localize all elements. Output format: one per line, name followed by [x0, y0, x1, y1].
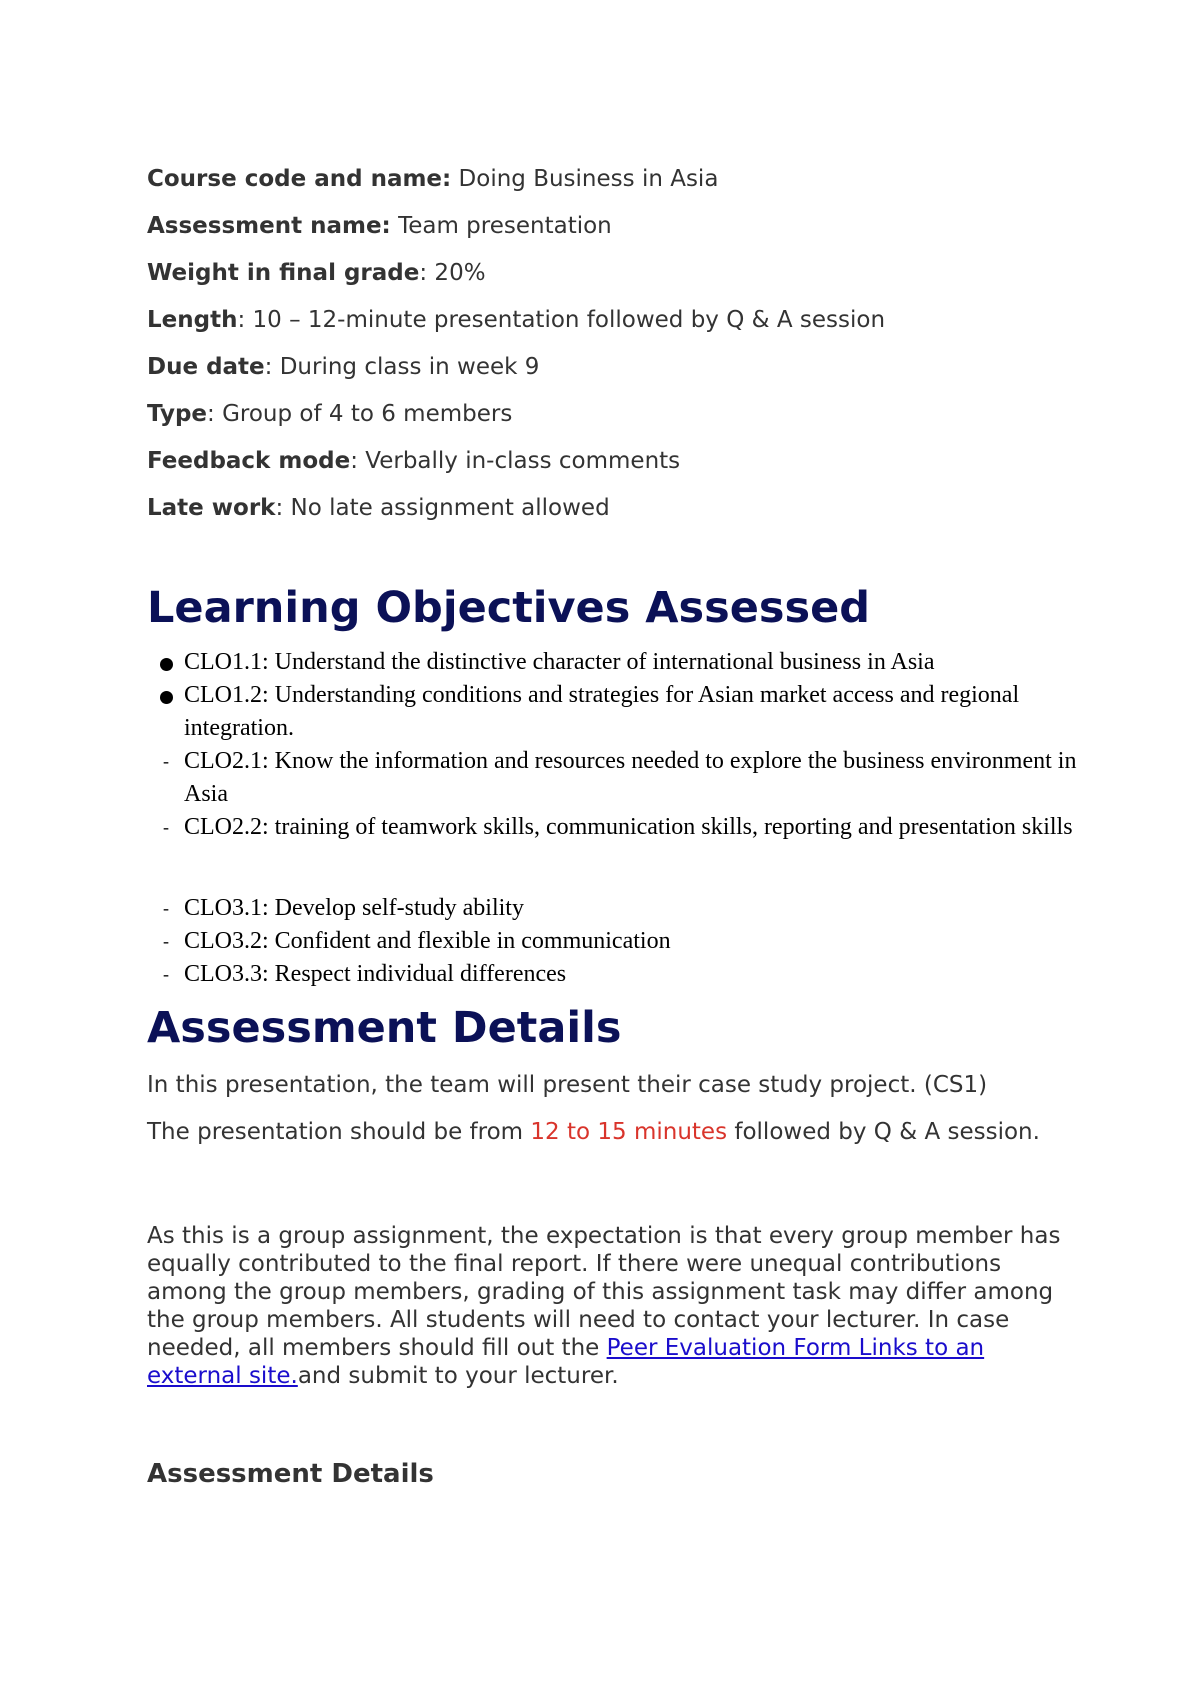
objective-text: CLO1.1: Understand the distinctive character of international business in Asia [184, 649, 935, 675]
meta-value: Team presentation [390, 213, 612, 239]
meta-value: : No late assignment allowed [275, 495, 610, 521]
details-heading: Assessment Details [147, 1003, 622, 1053]
meta-weight [147, 258, 486, 288]
p2-text-before: The presentation should be from [147, 1119, 531, 1145]
peer-evaluation-form-link[interactable]: Peer Evaluation Form Links to an external site. [147, 1335, 985, 1389]
dash-bullet-icon: - [163, 898, 169, 918]
meta-late-work [147, 493, 610, 523]
objective-item [163, 745, 1084, 811]
meta-label: Weight in final grade [147, 260, 420, 286]
meta-value: : 20% [419, 260, 486, 286]
meta-label: Feedback mode [147, 448, 351, 474]
meta-label: Due date [147, 354, 265, 380]
meta-course [147, 164, 718, 194]
objective-text: CLO1.2: Understanding conditions and strategies for Asian market access and regional integration. [184, 682, 1020, 741]
objective-item [184, 679, 1084, 745]
meta-value: Doing Business in Asia [451, 166, 719, 192]
details-paragraph-2 [147, 1118, 1077, 1146]
p2-text-after: followed by Q & A session. [727, 1119, 1040, 1145]
dash-bullet-icon: - [163, 964, 169, 984]
p3-text-before: As this is a group assignment, the expectation is that every group member has equally contributed to the final report. If there were unequal contributions among the group members, grading of this assignment task may differ among the group members. All students will need to contact your lecturer. In case needed, all members should fill out the [147, 1223, 1061, 1361]
objective-item [163, 958, 1084, 991]
details-paragraph-1: In this presentation, the team will present their case study project. (CS1) [147, 1072, 988, 1098]
meta-label: Assessment name: [147, 213, 391, 239]
objectives-heading: Learning Objectives Assessed [147, 583, 871, 633]
details-subheading: Assessment Details [147, 1459, 434, 1489]
dash-bullet-icon: - [163, 751, 169, 771]
meta-value: : Verbally in-class comments [350, 448, 681, 474]
dash-bullet-icon: - [163, 817, 169, 837]
meta-label: Type [147, 401, 208, 427]
meta-length [147, 305, 885, 335]
objective-item [184, 646, 1084, 679]
objective-text: CLO2.1: Know the information and resources needed to explore the business environment in Asia [184, 748, 1077, 807]
meta-feedback-mode [147, 446, 680, 476]
objective-text: CLO3.3: Respect individual differences [184, 961, 567, 987]
meta-value: : During class in week 9 [264, 354, 540, 380]
meta-label: Length [147, 307, 238, 333]
details-paragraph-3 [147, 1222, 1077, 1390]
meta-value: : 10 – 12-minute presentation followed by Q & A session [237, 307, 886, 333]
bullet-dot-icon [156, 646, 176, 681]
bullet-dot-icon [156, 679, 176, 714]
objective-item [163, 925, 1084, 958]
meta-due-date [147, 352, 539, 382]
objective-text: CLO3.2: Confident and flexible in communication [184, 928, 671, 954]
p3-text-after: and submit to your lecturer. [297, 1363, 619, 1389]
meta-type [147, 399, 512, 429]
objective-text: CLO3.1: Develop self-study ability [184, 895, 524, 921]
objective-item [163, 811, 1084, 844]
meta-label: Course code and name: [147, 166, 452, 192]
dash-bullet-icon: - [163, 931, 169, 951]
duration-highlight: 12 to 15 minutes [530, 1119, 728, 1145]
meta-label: Late work [147, 495, 276, 521]
meta-assessment-name [147, 211, 612, 241]
objective-item [163, 892, 1084, 925]
meta-value: : Group of 4 to 6 members [207, 401, 513, 427]
objective-text: CLO2.2: training of teamwork skills, communication skills, reporting and presentation skills [184, 814, 1073, 840]
